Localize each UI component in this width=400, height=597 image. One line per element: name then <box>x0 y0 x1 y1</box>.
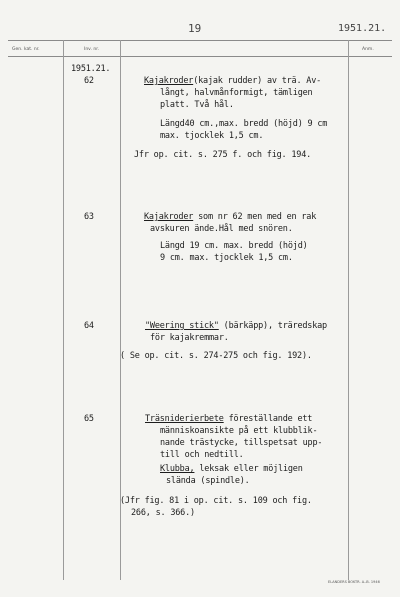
entry-title: "Weering stick" <box>145 321 219 331</box>
entry-sub-title: Klubba, <box>160 464 195 474</box>
entry-reference: 266, s. 366.) <box>131 508 195 518</box>
col-header-anm: Anm. <box>362 47 374 52</box>
entry-text: (bärkäpp), träredskap <box>218 321 327 331</box>
column-rule-3 <box>348 40 349 580</box>
entry-first-line <box>145 413 312 425</box>
entry-measure: Längd 19 cm. max. bredd (höjd) <box>160 241 308 251</box>
entry-line: långt, halvmånformigt, tämligen <box>160 88 313 98</box>
entry-title: Kajakroder <box>144 212 194 222</box>
column-rule-1 <box>63 40 64 580</box>
entry-title: Kajakroder <box>144 76 194 86</box>
entry-measure: Längd40 cm.,max. bredd (höjd) 9 cm <box>160 119 328 129</box>
entry-text: (kajak rudder) av trä. Av- <box>193 76 322 86</box>
col-header-inv: Inv. nr. <box>84 47 100 52</box>
entry-line: avskuren ände.Hål med snören. <box>150 224 293 234</box>
entry-sub-line: slända (spindle). <box>166 476 250 486</box>
printer-mark: ELANDERS BOKTR. A.-B. 1946 <box>328 580 380 584</box>
entry-number: 63 <box>84 212 94 222</box>
entry-reference: (Jfr fig. 81 i op. cit. s. 109 och fig. <box>120 496 312 506</box>
entry-text: som nr 62 men med en rak <box>193 212 317 222</box>
entry-line: för kajakremmar. <box>150 333 229 343</box>
entry-line: människoansikte på ett klubblik- <box>160 426 318 436</box>
entry-text: föreställande ett <box>223 414 313 424</box>
header-date: 1951.21. <box>338 23 387 34</box>
entry-line: platt. Två hål. <box>160 100 234 110</box>
entry-measure: 9 cm. max. tjocklek 1,5 cm. <box>160 253 293 263</box>
entry-number: 64 <box>84 321 94 331</box>
entry-number: 65 <box>84 414 94 424</box>
header-bottom-rule <box>8 56 392 57</box>
entry-first-line <box>145 320 327 332</box>
entry-first-line <box>144 211 316 223</box>
entry-reference: ( Se op. cit. s. 274-275 och fig. 192). <box>120 351 312 361</box>
entry-line: till och nedtill. <box>160 450 244 460</box>
entry-number: 62 <box>84 76 94 86</box>
entry-date: 1951.21. <box>71 64 111 74</box>
header-top-rule <box>8 40 392 41</box>
entry-measure: max. tjocklek 1,5 cm. <box>160 131 264 141</box>
page-number: 19 <box>188 22 202 35</box>
entry-line: nande trästycke, tillspetsat upp- <box>160 438 323 448</box>
entry-sub-line <box>160 463 303 475</box>
col-header-gen-kat: Gen. kat. nr. <box>12 47 40 52</box>
entry-title: Träsniderierbete <box>145 414 224 424</box>
entry-reference: Jfr op. cit. s. 275 f. och fig. 194. <box>134 150 312 160</box>
entry-sub-text: leksak eller möjligen <box>194 464 303 474</box>
entry-first-line <box>144 75 321 87</box>
